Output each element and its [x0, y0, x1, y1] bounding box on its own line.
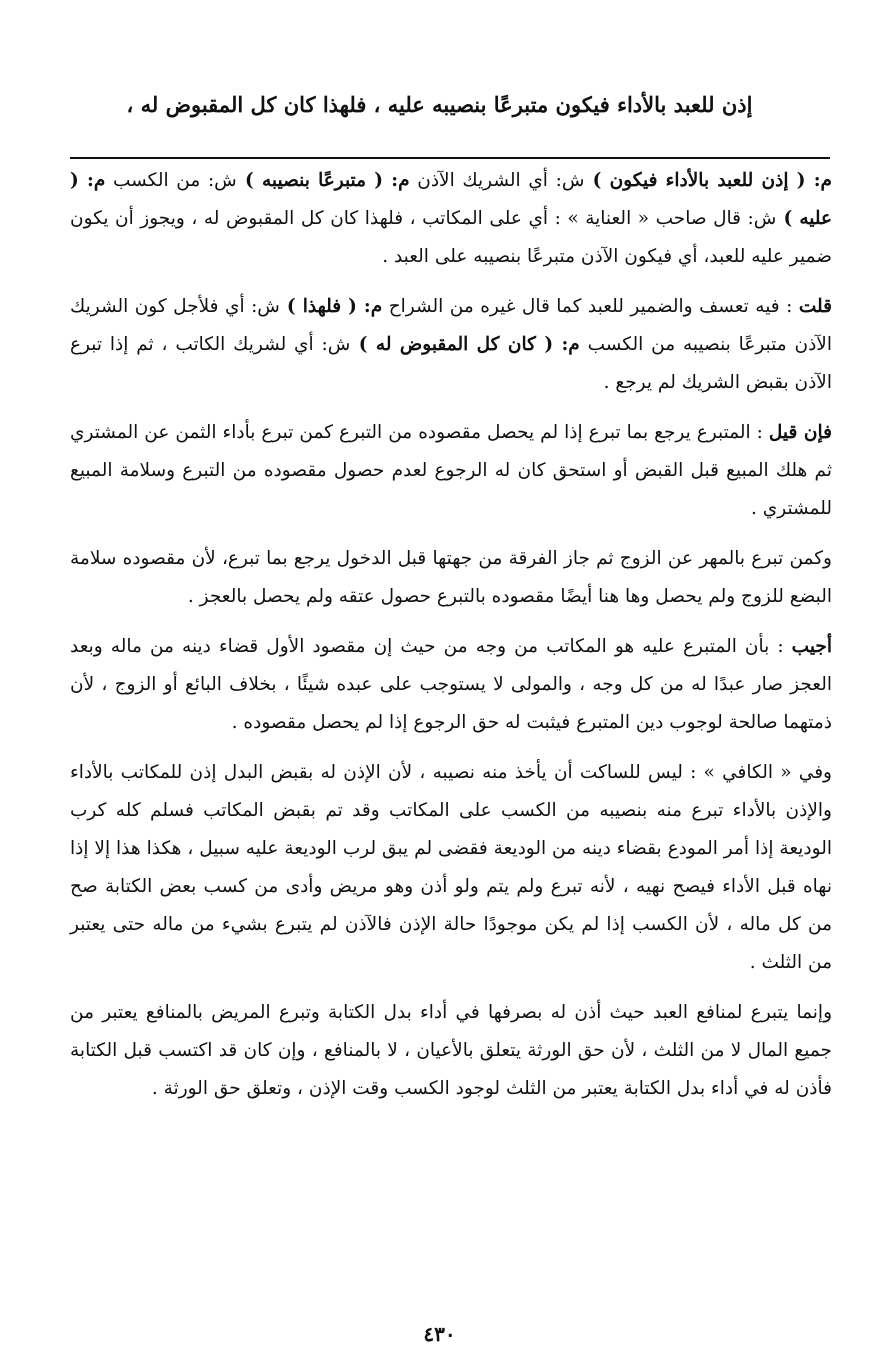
bold-marker: قلت — [798, 296, 832, 317]
paragraph — [70, 288, 832, 402]
bold-marker: م: ( إذن للعبد بالأداء فيكون ) — [584, 170, 832, 191]
bold-marker: م: ( فلهذا ) — [279, 296, 383, 317]
paragraph — [70, 162, 832, 276]
page-number: ٤٣٠ — [423, 1322, 456, 1346]
bold-marker: م: ( متبرعًا بنصيبه ) — [236, 170, 410, 191]
bold-marker: أجيب — [791, 636, 832, 657]
bold-marker: فإن قيل — [768, 422, 832, 443]
text-run: : فيه تعسف والضمير للعبد كما قال غيره من الشراح — [382, 296, 799, 317]
text-run: ش: من الكسب — [105, 170, 237, 191]
text-run: وكمن تبرع بالمهر عن الزوج ثم جاز الفرقة من جهتها قبل الدخول يرجع بما تبرع، لأن مقصوده سلامة البضع للزوج ولم يحصل وها هنا أيضًا مقصوده بالتبرع حصول عتقه ولم يحصل بالعجز . — [70, 548, 832, 607]
paragraph — [70, 628, 832, 742]
text-run: ش: أي الشريك الآذن — [409, 170, 585, 191]
text-run: ش: أي لشريك الكاتب ، ثم إذا تبرع الآذن بقبض الشريك لم يرجع . — [70, 334, 832, 393]
header-rule — [70, 157, 830, 159]
bold-marker: م: ( كان كل المقبوض له ) — [350, 334, 580, 355]
text-run: ش: قال صاحب « العناية » : أي على المكاتب ، فلهذا كان كل المقبوض له ، ويجوز أن يكون ضمير عليه للعبد، أي فيكون الآذن متبرعًا بنصيبه على العبد . — [70, 208, 832, 267]
text-run: وإنما يتبرع لمنافع العبد حيث أذن له بصرفها في أداء بدل الكتابة وتبرع المريض بالمنافع يعتبر من جميع المال لا من الثلث ، لأن حق الورثة يتعلق بالأعيان ، لا بالمنافع ، وإن كان قد اكتسب قبل الكتابة فأذن له في أداء بدل الكتابة يعتبر من الثلث لوجود الكسب وقت الإذن ، وتعلق حق الورثة . — [70, 1002, 832, 1099]
text-run: : المتبرع يرجع بما تبرع إذا لم يحصل مقصوده من التبرع كمن تبرع بأداء الثمن عن المشتري ثم هلك المبيع قبل القبض أو استحق كان له الرجوع لعدم حصول مقصوده من التبرع وسلامة المبيع للمشتري . — [70, 422, 832, 519]
text-run: وفي « الكافي » : ليس للساكت أن يأخذ منه نصيبه ، لأن الإذن له بقبض البدل إذن للمكاتب بالأداء والإذن بالأداء تبرع منه بنصيبه من الكسب على المكاتب وقد تم بقبض المكاتب فسلم كله كرب الوديعة إذا أمر المودع بقضاء دينه من الوديعة فقضى لم يبق لرب الوديعة عليه سبيل ، هكذا هذا إلا إذا نهاه قبل الأداء فيصح نهيه ، لأنه تبرع ولم يتم ولو أذن وهو مريض وأدى من كسب بعض الكتابة صح من كل ماله ، لأن الكسب إذا لم يكن موجودًا حالة الإذن فالآذن لم يتبرع بشيء من ماله حتى يعتبر من الثلث . — [70, 762, 832, 973]
text-run: ش: أي فلأجل كون الشريك الآذن متبرعًا بنصيبه من الكسب — [70, 296, 833, 355]
bold-marker: م: ( عليه ) — [70, 170, 832, 229]
running-header: إذن للعبد بالأداء فيكون متبرعًا بنصيبه عليه ، فلهذا كان كل المقبوض له ، — [126, 92, 753, 117]
paragraph — [70, 754, 832, 982]
paragraph — [70, 994, 832, 1108]
paragraph — [70, 540, 832, 616]
text-run: : بأن المتبرع عليه هو المكاتب من وجه من حيث إن مقصود الأول قضاء دينه من ماله وبعد العجز صار عبدًا له من كل وجه ، والمولى لا يستوجب على عبده شيئًا ، بخلاف البائع أو الزوج ، لأن ذمتهما صالحة لوجوب دين المتبرع فيثبت له حق الرجوع إذا لم يحصل مقصوده . — [70, 636, 832, 733]
paragraph — [70, 414, 832, 528]
body-text — [70, 162, 832, 1120]
